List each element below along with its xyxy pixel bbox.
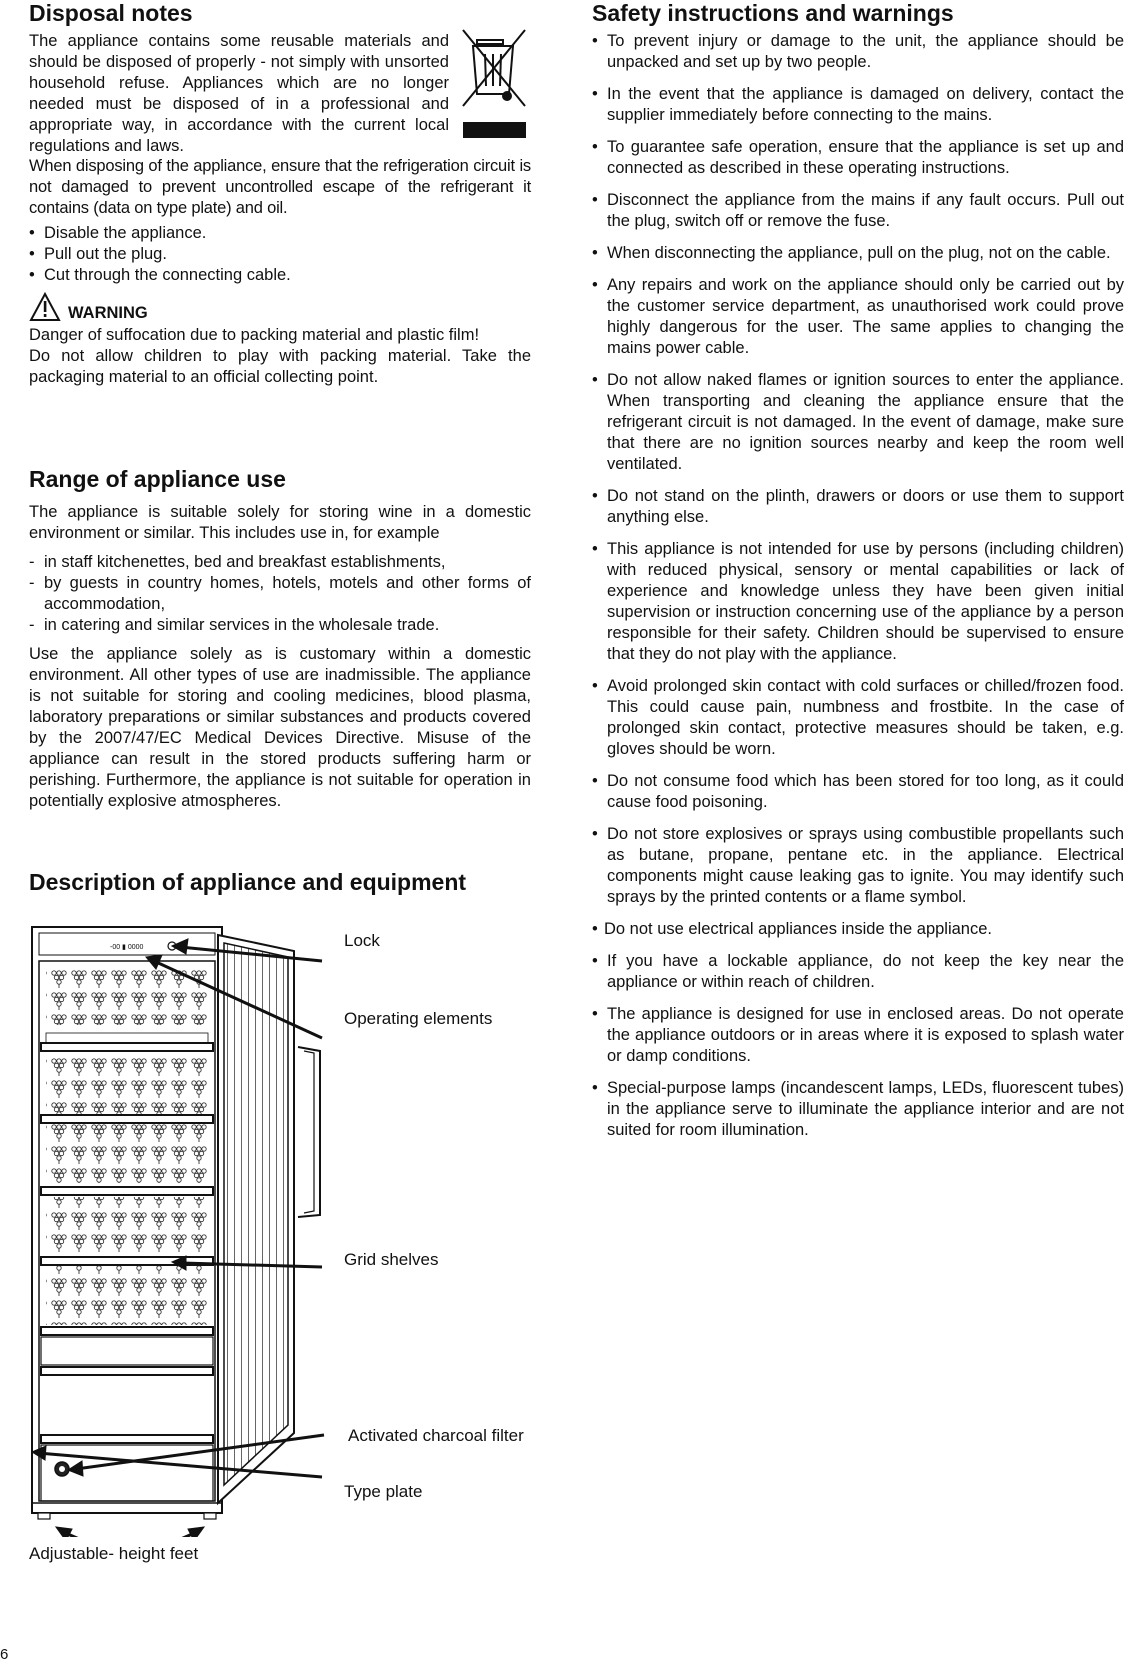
list-item: • Disable the appliance. bbox=[29, 223, 531, 244]
list-item: • Avoid prolonged skin contact with cold surfaces or chilled/frozen food. This could cause pain, numbness and frostbite. In the case of prolonged skin contact, protective measures should be taken, e.g. gloves should be worn. bbox=[592, 676, 1124, 760]
list-item: • The appliance is designed for use in enclosed areas. Do not operate the appliance outdoors or in areas where it is exposed to splash water or damp conditions. bbox=[592, 1004, 1124, 1067]
disposal-intro: The appliance contains some reusable materials and should be disposed of properly - not simply with unsorted household refuse. Appliances which are no longer needed must be disposed of in a professional and appropriate way, in accordance with the current local regulations and laws. bbox=[29, 32, 449, 155]
list-item: - in staff kitchenettes, bed and breakfast establishments, bbox=[29, 552, 531, 573]
list-item: • Cut through the connecting cable. bbox=[29, 265, 531, 286]
list-item: • In the event that the appliance is damaged on delivery, contact the supplier immediately before connecting to the mains. bbox=[592, 84, 1124, 126]
warning-line-2: Do not allow children to play with packing material. Take the packaging material to an official collecting point. bbox=[29, 347, 531, 386]
list-item: • To prevent injury or damage to the unit, the appliance should be unpacked and set up by two people. bbox=[592, 31, 1124, 73]
warning-triangle-icon bbox=[29, 292, 61, 322]
list-item: • Do not store explosives or sprays using combustible propellants such as butane, propane, pentane etc. in the appliance. Electrical components might cause leaking gas to ignite. You may identify such sprays by the printed contents or a flame symbol. bbox=[592, 824, 1124, 908]
label-grid-shelves: Grid shelves bbox=[344, 1250, 439, 1269]
list-item: • Do not use electrical appliances inside the appliance. bbox=[592, 919, 1124, 940]
list-item: • When disconnecting the appliance, pull on the plug, not on the cable. bbox=[592, 243, 1124, 264]
list-item: • Do not stand on the plinth, drawers or doors or use them to support anything else. bbox=[592, 486, 1124, 528]
list-item: • Special-purpose lamps (incandescent lamps, LEDs, fluorescent tubes) in the appliance serve to illuminate the appliance interior and are not suited for room illumination. bbox=[592, 1078, 1124, 1141]
range-examples-list bbox=[29, 552, 531, 636]
disposal-steps-list bbox=[29, 223, 531, 286]
cabinet-door bbox=[218, 935, 320, 1503]
label-adjustable-feet: Adjustable- height feet bbox=[29, 1544, 199, 1563]
warning-title: WARNING bbox=[68, 304, 148, 322]
crossed-out-wheelie-bin-icon bbox=[457, 26, 533, 140]
list-item: • This appliance is not intended for use by persons (including children) with reduced physical, sensory or mental capabilities or lack of experience and knowledge unless they have been given initial supervision or instruction concerning use of the appliance by a person responsible for their safety. Children should be supervised to ensure that they do not play with the appliance. bbox=[592, 539, 1124, 665]
disposal-heading: Disposal notes bbox=[29, 0, 193, 26]
list-item: • Any repairs and work on the appliance should only be carried out by the customer service department, as unauthorised work could prove highly dangerous for the user. The same applies to changing the mains power cable. bbox=[592, 275, 1124, 359]
safety-heading: Safety instructions and warnings bbox=[592, 0, 954, 26]
cabinet-body bbox=[32, 927, 222, 1519]
safety-list bbox=[592, 31, 1124, 1152]
list-item: • If you have a lockable appliance, do not keep the key near the appliance or within reach of children. bbox=[592, 951, 1124, 993]
description-heading: Description of appliance and equipment bbox=[29, 869, 467, 895]
list-item: - by guests in country homes, hotels, motels and other forms of accommodation, bbox=[29, 573, 531, 615]
list-item: • Do not allow naked flames or ignition sources to enter the appliance. When transporting and cleaning the appliance ensure that the refrigerant circuit is not damaged. In the event of damage, make sure that there are no ignition sources nearby and keep the room well ventilated. bbox=[592, 370, 1124, 475]
range-usage: Use the appliance solely as is customary within a domestic environment. All other types of use are inadmissible. The appliance is not suitable for storing and cooling medicines, blood plasma, laboratory preparations or similar substances and products covered by the 2007/47/EC Medical Devices Directive. Misuse of the appliance can result in the stored products suffering harm or perishing. Furthermore, the appliance is not suitable for operation in potentially explosive atmospheres. bbox=[29, 645, 531, 810]
label-type-plate: Type plate bbox=[344, 1482, 423, 1501]
label-activated-charcoal-filter: Activated charcoal filter bbox=[348, 1426, 524, 1445]
list-item: • To guarantee safe operation, ensure that the appliance is set up and connected as described in these operating instructions. bbox=[592, 137, 1124, 179]
range-intro: The appliance is suitable solely for storing wine in a domestic environment or similar. This includes use in, for example bbox=[29, 503, 531, 542]
list-item: • Pull out the plug. bbox=[29, 244, 531, 265]
list-item: • Disconnect the appliance from the mains if any fault occurs. Pull out the plug, switch off or remove the fuse. bbox=[592, 190, 1124, 232]
list-item: • Do not consume food which has been stored for too long, as it could cause food poisoning. bbox=[592, 771, 1124, 813]
svg-text:-00 ▮ 0000: -00 ▮ 0000 bbox=[110, 944, 144, 951]
label-lock: Lock bbox=[344, 931, 380, 950]
list-item: - in catering and similar services in the wholesale trade. bbox=[29, 615, 531, 636]
warning-line-1: Danger of suffocation due to packing material and plastic film! bbox=[29, 326, 480, 344]
range-heading: Range of appliance use bbox=[29, 466, 286, 492]
label-operating-elements: Operating elements bbox=[344, 1009, 493, 1028]
disposal-circuit-text: When disposing of the appliance, ensure that the refrigeration circuit is not damaged to prevent uncontrolled escape of the refrigerant it contains (data on type plate) and oil. bbox=[29, 157, 531, 217]
page-number: 6 bbox=[0, 1646, 9, 1663]
